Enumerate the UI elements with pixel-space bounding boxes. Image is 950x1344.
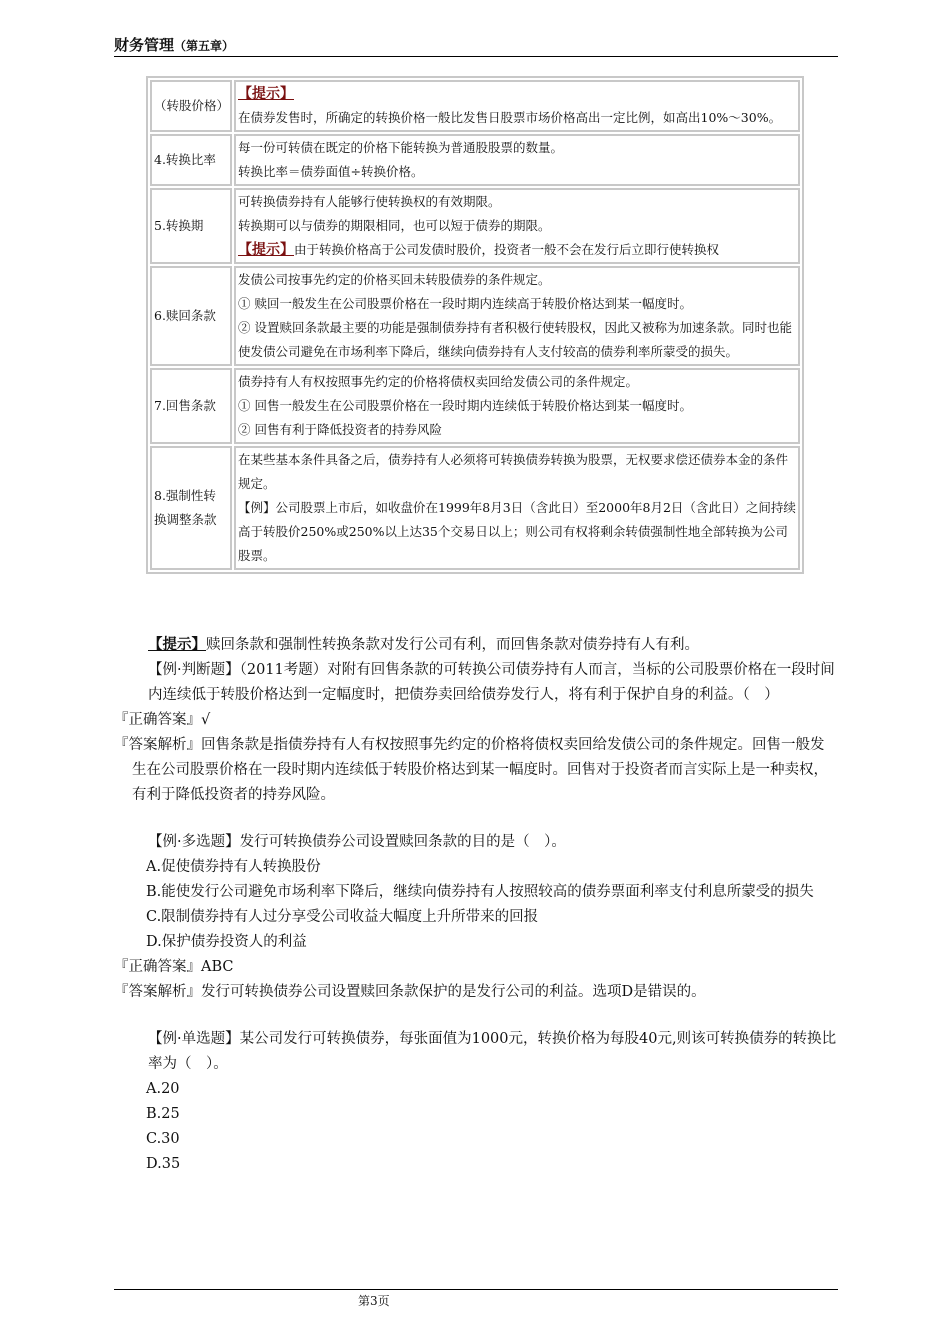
row-text: 由于转换价格高于公司发债时股价，投资者一般不会在发行后立即行使转换权 [294,242,720,257]
row-text: ② 回售有利于降低投资者的持券风险 [238,422,442,437]
row-label: （转股价格） [150,80,232,132]
row-text: 【例】公司股票上市后，如收盘价在1999年8月3日（含此日）至2000年8月2日（含此日）之间持续高于转股价250%或250%以上达35个交易日以上；则公司有权将剩余转债强制性地全部转换为公司股票。 [238,500,796,563]
answer-correct: 『正确答案』ABC [114,959,234,975]
row-text: 在某些基本条件具备之后，债券持有人必须将可转换债券转换为股票，无权要求偿还债券本金的条件规定。 [238,452,789,491]
tip-label: 【提示】 [148,636,206,653]
hint-label: 【提示】 [238,242,294,258]
page-number: 第3页 [358,1294,390,1308]
header-title: 财务管理 [114,36,175,54]
tip-text: 赎回条款和强制性转换条款对发行公司有利，而回售条款对债券持有人有利。 [206,637,699,653]
table-row [150,446,800,570]
row-label: 7.回售条款 [150,368,232,444]
header-subtitle: （第五章） [174,39,235,53]
row-content [234,446,800,570]
question-multi: 【例·多选题】发行可转换债券公司设置赎回条款的目的是（ ）。 [148,834,566,850]
question-judge: 【例·判断题】（2011考题）对附有回售条款的可转换公司债券持有人而言，当标的公司股票价格在一段时间内连续低于转股价格达到一定幅度时，把债券卖回给债券发行人，将有利于保护自身的利益。（ ） [148,662,835,703]
body-text [114,632,838,1177]
option-b: B.能使发行公司避免市场利率下降后，继续向债券持有人按照较高的债券票面利率支付利息所蒙受的损失 [146,884,814,900]
row-text: 转换比率＝债券面值÷转换价格。 [238,164,424,179]
row-content [234,134,800,186]
page-footer [114,1289,838,1310]
table-row [150,80,800,132]
table-row [150,134,800,186]
row-text: 转换期可以与债券的期限相同，也可以短于债券的期限。 [238,218,551,233]
terms-table-container [146,76,804,574]
row-text: ① 赎回一般发生在公司股票价格在一段时期内连续高于转股价格达到某一幅度时。 [238,296,692,311]
row-content [234,80,800,132]
option-a: A.促使债券持有人转换股份 [146,859,321,875]
table-row [150,188,800,264]
table-row [150,266,800,366]
hint-label: 【提示】 [238,86,294,102]
row-text: 可转换债券持有人能够行使转换权的有效期限。 [238,194,501,209]
row-content [234,266,800,366]
row-text: 在债券发售时，所确定的转换价格一般比发售日股票市场价格高出一定比例，如高出10%～30%。 [238,110,782,125]
row-label: 6.赎回条款 [150,266,232,366]
option-b: B.25 [146,1106,180,1122]
row-text: 债券持有人有权按照事先约定的价格将债权卖回给发债公司的条件规定。 [238,374,639,389]
answer-analysis: 『答案解析』回售条款是指债券持有人有权按照事先约定的价格将债权卖回给发债公司的条件规定。回售一般发生在公司股票价格在一段时期内连续低于转股价格达到某一幅度时。回售对于投资者而言实际上是一种卖权，有利于降低投资者的持券风险。 [114,737,828,803]
tip-paragraph [114,632,838,658]
answer-analysis: 『答案解析』发行可转换债券公司设置赎回条款保护的是发行公司的利益。选项D是错误的。 [114,984,706,1000]
row-text: 发债公司按事先约定的价格买回未转股债券的条件规定。 [238,272,551,287]
option-c: C.30 [146,1131,180,1147]
option-d: D.35 [146,1156,181,1172]
question-single: 【例·单选题】某公司发行可转换债券，每张面值为1000元，转换价格为每股40元,则该可转换债券的转换比率为（ ）。 [148,1031,837,1072]
row-content [234,368,800,444]
option-a: A.20 [146,1081,180,1097]
terms-table [146,76,804,574]
option-c: C.限制债券持有人过分享受公司收益大幅度上升所带来的回报 [146,909,539,925]
row-label: 8.强制性转换调整条款 [150,446,232,570]
row-text: ② 设置赎回条款最主要的功能是强制债券持有者积极行使转股权，因此又被称为加速条款。同时也能使发债公司避免在市场利率下降后，继续向债券持有人支付较高的债券利率所蒙受的损失。 [238,320,792,359]
table-row [150,368,800,444]
row-text: ① 回售一般发生在公司股票价格在一段时期内连续低于转股价格达到某一幅度时。 [238,398,692,413]
page-header [114,34,838,57]
row-content [234,188,800,264]
row-label: 5.转换期 [150,188,232,264]
row-label: 4.转换比率 [150,134,232,186]
answer-correct: 『正确答案』√ [114,712,211,728]
row-text: 每一份可转债在既定的价格下能转换为普通股股票的数量。 [238,140,564,155]
option-d: D.保护债券投资人的利益 [146,934,307,950]
